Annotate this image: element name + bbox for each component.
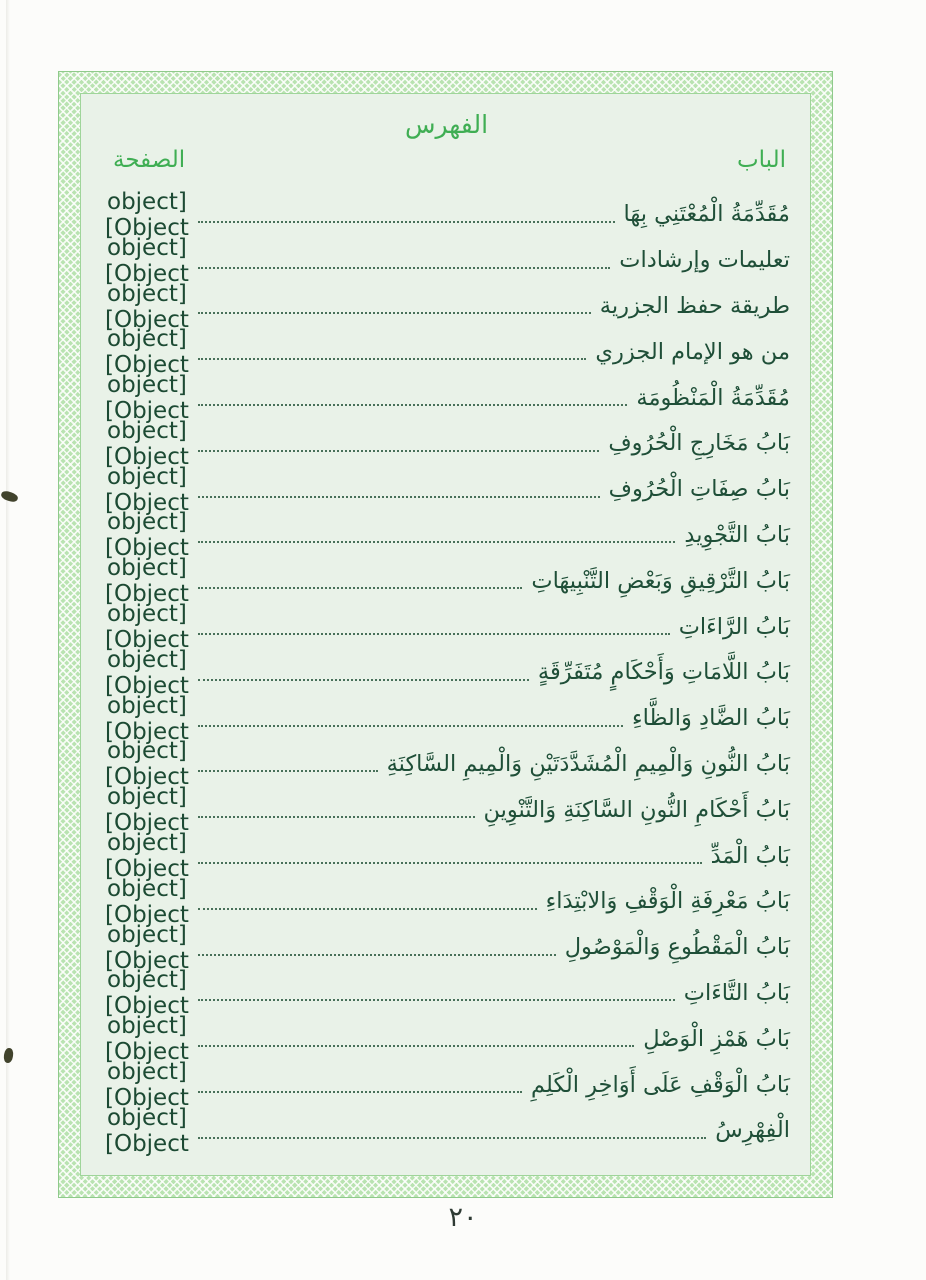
- toc-entry: [97, 555, 796, 608]
- dotted-leader: [198, 862, 702, 864]
- toc-entry-title: بَابُ هَمْزِ الْوَصْلِ: [643, 1025, 790, 1052]
- toc-entry-title: مُقَدِّمَةُ الْمُعْتَنِي بِهَا: [623, 201, 790, 228]
- toc-entry-title: من هو الإمام الجزري: [595, 338, 790, 365]
- toc-entry: [97, 967, 796, 1020]
- toc-entry-title: بَابُ اللَّامَاتِ وَأَحْكَامٍ مُتَفَرِّقَةٍ: [537, 659, 790, 686]
- toc-entry-page-number: [object Object]: [104, 509, 189, 562]
- dotted-leader: [198, 770, 378, 772]
- toc-entry: [97, 1059, 796, 1112]
- binding-stitch-bottom: [3, 1047, 14, 1063]
- dotted-leader: [198, 312, 591, 314]
- toc-entry-page-number: [object Object]: [104, 1104, 189, 1157]
- dotted-leader: [198, 1045, 634, 1047]
- toc-entry-page-number: [object Object]: [104, 967, 189, 1020]
- toc-entry-title: مُقَدِّمَةُ الْمَنْظُومَة: [636, 384, 790, 411]
- toc-entry: [97, 784, 796, 837]
- toc-entry: [97, 417, 796, 470]
- dotted-leader: [198, 450, 599, 452]
- toc-entry: [97, 646, 796, 699]
- toc-entry-page-number: [object Object]: [104, 1059, 189, 1112]
- toc-list: [97, 188, 796, 1157]
- toc-entry-page-number: [object Object]: [104, 921, 189, 974]
- toc-entry-page-number: [object Object]: [104, 738, 189, 791]
- dotted-leader: [198, 587, 523, 589]
- column-headers: [97, 147, 796, 185]
- toc-entry-page-number: [object Object]: [104, 234, 189, 287]
- toc-entry: [97, 234, 796, 287]
- toc-entry-page-number: [object Object]: [104, 188, 189, 241]
- toc-entry-title: بَابُ التَّجْوِيدِ: [684, 522, 790, 549]
- toc-entry-title: بَابُ مَعْرِفَةِ الْوَقْفِ وَالابْتِدَاءِ: [545, 888, 790, 915]
- toc-entry-page-number: [object Object]: [104, 601, 189, 654]
- dotted-leader: [198, 1137, 706, 1139]
- toc-entry-page-number: [object Object]: [104, 326, 189, 379]
- toc-entry-title: بَابُ صِفَاتِ الْحُرُوفِ: [608, 476, 790, 503]
- toc-entry-title: بَابُ الْمَدِّ: [710, 842, 790, 869]
- toc-entry-title: طريقة حفظ الجزرية: [599, 293, 790, 320]
- toc-entry: [97, 188, 796, 241]
- dotted-leader: [198, 267, 610, 269]
- page-crease: [6, 0, 10, 1280]
- toc-entry: [97, 830, 796, 883]
- toc-entry-page-number: [object Object]: [104, 692, 189, 745]
- dotted-leader: [198, 999, 675, 1001]
- toc-entry: [97, 601, 796, 654]
- page-title: الفهرس: [404, 110, 489, 139]
- toc-entry-title: بَابُ أَحْكَامِ النُّونِ السَّاكِنَةِ وَالتَّنْوِينِ: [483, 796, 790, 823]
- dotted-leader: [198, 908, 537, 910]
- column-header-page: الصفحة: [113, 147, 186, 173]
- binding-stitch-top: [0, 490, 19, 504]
- toc-entry: [97, 326, 796, 379]
- toc-entry-page-number: [object Object]: [104, 784, 189, 837]
- dotted-leader: [198, 679, 529, 681]
- toc-entry-title: تعليمات وإرشادات: [619, 247, 790, 274]
- toc-entry-title: بَابُ مَخَارِجِ الْحُرُوفِ: [608, 430, 790, 457]
- dotted-leader: [198, 816, 475, 818]
- dotted-leader: [198, 954, 556, 956]
- toc-entry: [97, 875, 796, 928]
- toc-entry-title: بَابُ الْوَقْفِ عَلَى أَوَاخِرِ الْكَلِمِ: [531, 1071, 790, 1098]
- toc-entry-page-number: [object Object]: [104, 875, 189, 928]
- toc-entry-page-number: [object Object]: [104, 372, 189, 425]
- toc-entry: [97, 280, 796, 333]
- content-area: [80, 93, 811, 1176]
- dotted-leader: [198, 1091, 522, 1093]
- decorative-border-frame: [58, 71, 833, 1198]
- toc-entry-title: بَابُ الرَّاءَاتِ: [678, 613, 790, 640]
- toc-entry: [97, 1013, 796, 1066]
- toc-entry-title: بَابُ الضَّادِ وَالظَّاءِ: [632, 705, 790, 732]
- toc-entry-page-number: [object Object]: [104, 646, 189, 699]
- toc-entry-page-number: [object Object]: [104, 417, 189, 470]
- toc-entry-page-number: [object Object]: [104, 463, 189, 516]
- toc-entry: [97, 921, 796, 974]
- toc-entry: [97, 738, 796, 791]
- toc-entry-page-number: [object Object]: [104, 1013, 189, 1066]
- dotted-leader: [198, 404, 627, 406]
- dotted-leader: [198, 221, 615, 223]
- toc-entry: [97, 692, 796, 745]
- toc-entry-title: بَابُ النُّونِ وَالْمِيمِ الْمُشَدَّدَتَيْنِ وَالْمِيمِ السَّاكِنَةِ: [386, 751, 790, 778]
- toc-entry-title: بَابُ التَّرْقِيقِ وَبَعْضِ التَّنْبِيهَاتِ: [531, 567, 790, 594]
- dotted-leader: [198, 725, 623, 727]
- toc-entry-page-number: [object Object]: [104, 280, 189, 333]
- column-header-chapter: الباب: [737, 147, 786, 173]
- toc-entry-page-number: [object Object]: [104, 830, 189, 883]
- dotted-leader: [198, 358, 587, 360]
- dotted-leader: [198, 496, 600, 498]
- toc-entry-title: بَابُ الْمَقْطُوعِ وَالْمَوْصُولِ: [564, 934, 790, 961]
- toc-entry-page-number: [object Object]: [104, 555, 189, 608]
- toc-entry: [97, 463, 796, 516]
- toc-entry: [97, 1104, 796, 1157]
- toc-entry: [97, 372, 796, 425]
- toc-entry-title: بَابُ التَّاءَاتِ: [683, 980, 790, 1006]
- toc-entry-title: الْفِهْرِسُ: [715, 1117, 790, 1144]
- toc-entry: [97, 509, 796, 562]
- dotted-leader: [198, 541, 676, 543]
- dotted-leader: [198, 633, 670, 635]
- folio-page-number: ٢٠: [448, 1202, 478, 1233]
